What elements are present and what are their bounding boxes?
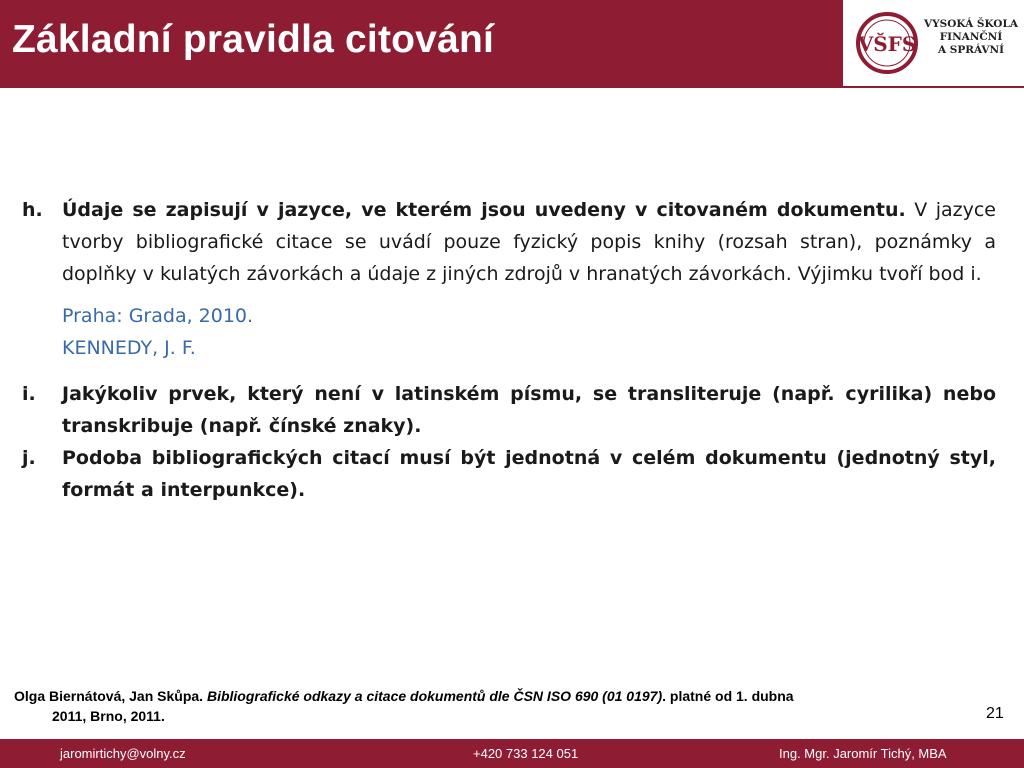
example-line: Praha: Grada, 2010. <box>62 305 254 327</box>
footnote-authors: Olga Biernátová, Jan Skůpa. <box>14 688 204 704</box>
header-divider <box>0 86 1024 88</box>
rule-marker: i. <box>22 383 36 405</box>
rule-item-h <box>22 194 996 290</box>
footer-bar <box>0 739 1024 768</box>
footer-phone: +420 733 124 051 <box>473 746 579 761</box>
footnote-title: Bibliografické odkazy a citace dokumentů dle ČSN ISO 690 (01 0197) <box>206 688 663 704</box>
example-line: KENNEDY, J. F. <box>62 337 196 359</box>
footnote-after-title: . platné od 1. dubna <box>662 688 794 704</box>
footnote-line2: 2011, Brno, 2011. <box>52 708 165 724</box>
rule-text: Podoba bibliografických citací musí být jednotná v celém dokumentu (jednotný styl, formát a interpunkce). <box>62 447 996 501</box>
header-bar <box>0 0 843 86</box>
rule-rest: V jazyce tvorby bibliografické citace se uvádí pouze fyzický popis knihy (rozsah stran), poznámky a doplňky v kulatých závorkách a údaje z jiných zdrojů v hranatých závorkách. Výjimku tvoří bod i. <box>62 199 997 285</box>
logo-line: A SPRÁVNÍ <box>937 44 1005 56</box>
rule-marker: j. <box>22 447 36 469</box>
slide-content <box>22 194 996 506</box>
logo-text <box>921 18 1021 57</box>
rule-item-j <box>22 442 996 506</box>
page-number: 21 <box>986 705 1004 722</box>
logo-line: FINANČNÍ <box>939 31 1003 43</box>
rule-text: Jakýkoliv prvek, který není v latinském písmu, se transliteruje (např. cyrilika) nebo transkribuje (např. čínské znaky). <box>62 383 996 437</box>
slide-title: Základní pravidla citování <box>12 18 495 61</box>
rule-marker: h. <box>22 199 43 221</box>
vsfs-logo-icon <box>855 11 919 75</box>
rule-item-i <box>22 378 996 442</box>
logo-line: VYSOKÁ ŠKOLA <box>924 18 1018 30</box>
footer-author: Ing. Mgr. Jaromír Tichý, MBA <box>779 746 947 761</box>
rule-lead: Údaje se zapisují v jazyce, ve kterém jsou uvedeny v citovaném dokumentu. <box>62 199 906 221</box>
footer-email: jaromirtichy@volny.cz <box>60 746 186 761</box>
rule-text <box>62 194 996 290</box>
source-footnote <box>14 686 974 726</box>
svg-text:VŠFS: VŠFS <box>857 32 917 56</box>
citation-examples <box>62 300 996 364</box>
